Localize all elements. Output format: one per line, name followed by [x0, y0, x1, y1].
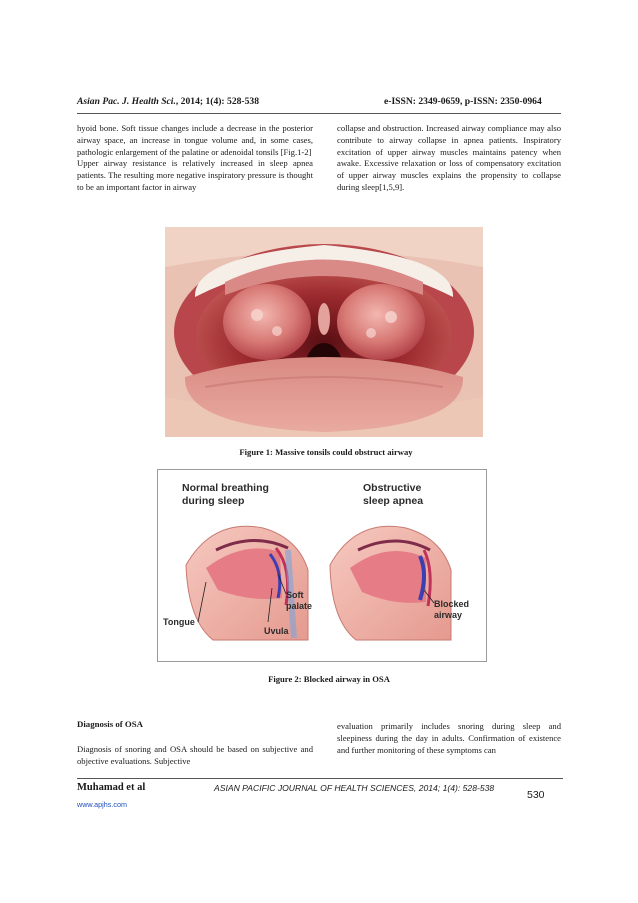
- body-left-column: [77, 123, 313, 194]
- label-uvula: Uvula: [264, 626, 289, 636]
- obstructed-airway-illustration: [330, 526, 451, 640]
- paragraph: evaluation primarily includes snoring during sleep and sleepiness during the day in adults. Confirmation of existence and further monitoring of these symptoms can: [337, 721, 561, 755]
- running-header-issn: e-ISSN: 2349-0659, p-ISSN: 2350-0964: [384, 96, 542, 107]
- right-diagram-title-line2: sleep apnea: [363, 495, 424, 507]
- journal-reference: , 2014; 1(4): 528-538: [175, 96, 260, 107]
- header-rule: [77, 113, 561, 114]
- figure-1-image: [165, 227, 483, 437]
- paragraph: hyoid bone. Soft tissue changes include a decrease in the posterior airway space, an increase in tongue volume and, in some cases, pathologic enlargement of the palatine or adenoidal tonsils [Fig.1-2]: [77, 123, 313, 157]
- label-tongue: Tongue: [163, 617, 195, 627]
- body-right-column: [337, 123, 561, 194]
- figure-2-caption: Figure 2: Blocked airway in OSA: [268, 674, 390, 684]
- right-diagram-title-line1: Obstructive: [363, 482, 422, 494]
- footer-journal: ASIAN PACIFIC JOURNAL OF HEALTH SCIENCES, 2014; 1(4): 528-538: [214, 783, 495, 793]
- page-number: 530: [527, 789, 545, 801]
- footer-author: Muhamad et al: [77, 782, 146, 793]
- footer-url-link[interactable]: www.apjhs.com: [77, 800, 127, 809]
- label-soft-palate-line2: palate: [286, 601, 313, 611]
- label-blocked-airway-line1: Blocked: [434, 599, 470, 609]
- figure-1-caption: Figure 1: Massive tonsils could obstruct airway: [239, 447, 413, 457]
- label-blocked-airway-line2: airway: [434, 610, 463, 620]
- paragraph: collapse and obstruction. Increased airway compliance may also contribute to airway collapse in apnea patients. Inspiratory excitation of upper airway muscles maintains patency when awake. Excessive relaxation or loss of compensatory excitation of upper airway muscles explains the propensity to collapse during sleep[1,5,9].: [337, 123, 561, 192]
- left-diagram-title-line2: during sleep: [182, 495, 245, 507]
- left-diagram-title-line1: Normal breathing: [182, 482, 269, 494]
- paragraph: Upper airway resistance is relatively increased in sleep apnea patients. The resulting more negative inspiratory pressure is thought to be an important factor in airway: [77, 158, 313, 192]
- normal-airway-illustration: [186, 526, 308, 640]
- figure-2-image: [157, 469, 487, 662]
- label-soft-palate-line1: Soft: [286, 590, 304, 600]
- section-right-column: [337, 721, 561, 756]
- section-heading: Diagnosis of OSA: [77, 719, 143, 729]
- running-header-journal: [77, 96, 259, 107]
- paragraph: Diagnosis of snoring and OSA should be based on subjective and objective evaluations. Subjective: [77, 744, 313, 766]
- footer-rule: [77, 778, 563, 779]
- section-left-column: [77, 744, 313, 768]
- journal-name: Asian Pac. J. Health Sci.: [77, 96, 176, 107]
